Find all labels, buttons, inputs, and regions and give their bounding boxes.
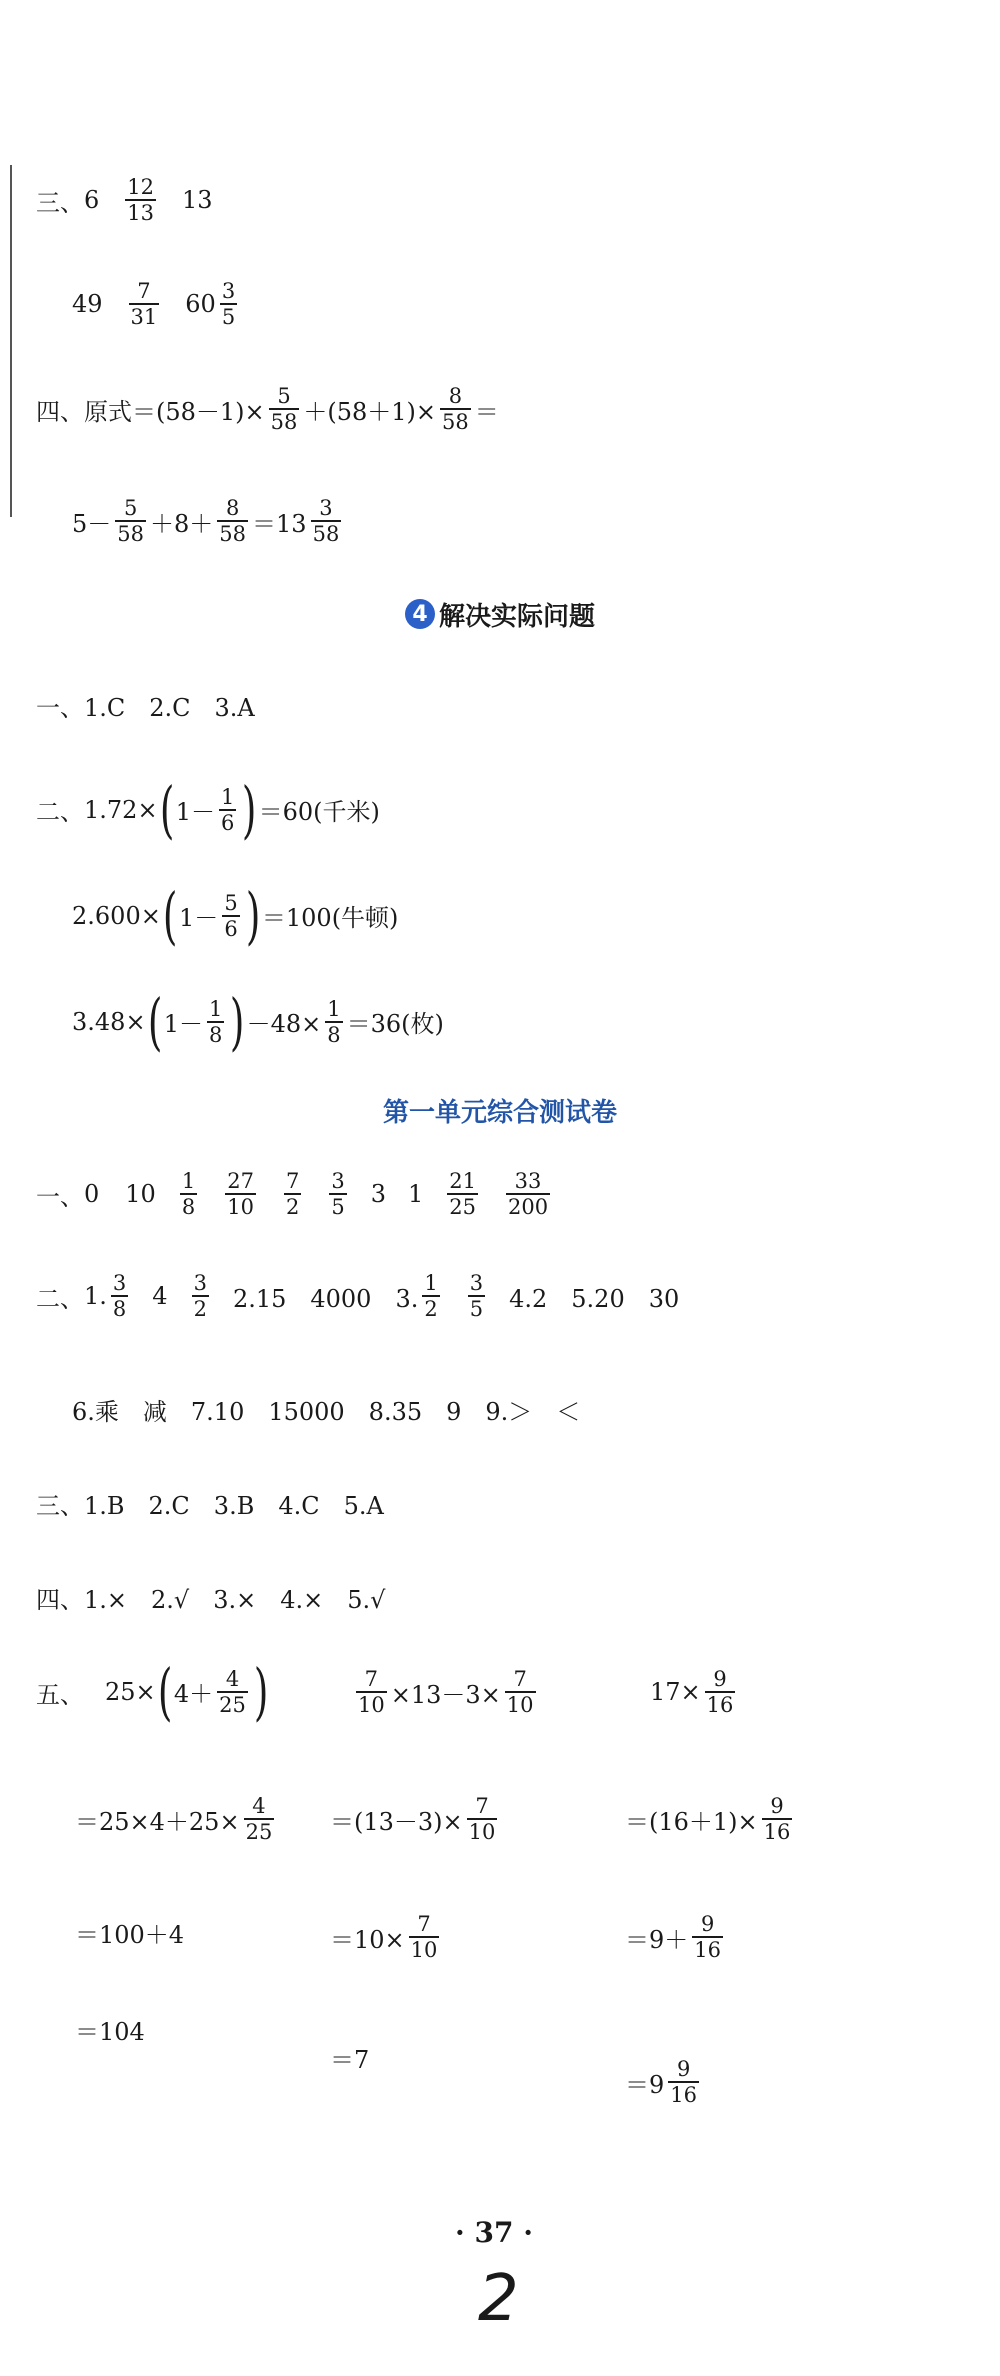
p2-line3 (72, 985, 444, 1058)
t1-line (36, 1170, 554, 1218)
fraction: $\frac{3}{2}$ (193, 1271, 207, 1322)
expr: 1.72× (84, 795, 158, 824)
sec4-label: 四、 (36, 397, 84, 426)
heading-title: 第一单元综合测试卷 (382, 1097, 617, 1128)
handwritten-mark (478, 2262, 519, 2336)
fraction: $\frac{9}{16}$ (763, 1794, 791, 1845)
expr: 5－ (72, 509, 112, 538)
value: 0 (84, 1180, 100, 1209)
right-paren: ) (230, 985, 245, 1058)
expr: 2.600× (72, 901, 161, 930)
expr: ＝25×4＋25× (75, 1807, 240, 1836)
t5-c3-r2 (625, 1795, 796, 1843)
value: 1 (407, 1180, 424, 1209)
fraction: $\frac{1}{8}$ (181, 1169, 196, 1220)
sec3-label: 三、 (36, 188, 84, 217)
t2-answers: 6.乘 减 7.10 15000 8.35 9 9.＞ ＜ (72, 1398, 581, 1426)
expr: ＝9＋ (625, 1925, 689, 1954)
expr: ＋8＋ (150, 509, 214, 538)
fraction: $\frac{7}{2}$ (285, 1169, 300, 1220)
fraction: $\frac{8}{58}$ (442, 384, 469, 435)
t5-c1-r1 (105, 1655, 270, 1728)
t5-c3-r1 (650, 1668, 739, 1716)
expr: 1－ (179, 904, 219, 933)
section-heading-unit-test (0, 1090, 1000, 1130)
t4-label: 四、 (36, 1586, 84, 1614)
fraction: $\frac{7}{10}$ (468, 1794, 496, 1845)
expr: ＝(16＋1)× (625, 1807, 758, 1836)
t3-label: 三、 (36, 1492, 84, 1520)
expr: 3.48× (72, 1007, 146, 1036)
p1-label: 一、 (36, 694, 84, 722)
fraction: $\frac{7}{10}$ (506, 1667, 534, 1718)
page-number-text: · 37 · (455, 2216, 533, 2249)
fraction: $\frac{7}{10}$ (358, 1667, 385, 1718)
value: 13 (182, 186, 213, 215)
expr: 1－ (175, 798, 216, 827)
fraction: $\frac{4}{25}$ (219, 1666, 246, 1717)
right-paren: ) (253, 1655, 269, 1728)
expr: ＝ (474, 397, 499, 426)
t5-c2-r1 (352, 1668, 540, 1716)
number-badge-icon: 4 (405, 599, 435, 629)
t5-c2-r3 (330, 1913, 443, 1961)
fraction: $\frac{3}{5}$ (469, 1271, 484, 1322)
left-paren: ( (159, 773, 174, 846)
fraction: $\frac{3}{5}$ (331, 1169, 345, 1220)
t5-c3-r4 (625, 2058, 703, 2106)
fraction: $\frac{7}{31}$ (130, 279, 158, 330)
expr: ＋(58＋1)× (303, 397, 437, 426)
fraction: $\frac{5}{58}$ (117, 496, 145, 547)
fraction: $\frac{1}{8}$ (327, 996, 341, 1047)
left-paren: ( (162, 879, 178, 952)
sec4-line2 (72, 497, 345, 545)
value: 4 (152, 1282, 168, 1311)
fraction: $\frac{3}{58}$ (312, 496, 340, 547)
fraction: $\frac{9}{16}$ (706, 1667, 734, 1718)
expr: ＝9 (625, 2070, 665, 2099)
expr: 25× (105, 1677, 156, 1706)
expr: ＝104 (75, 2018, 145, 2046)
expr: ＝10× (330, 1925, 405, 1954)
page-number (455, 2216, 533, 2249)
t2-line2 (72, 1392, 580, 1427)
right-paren: ) (242, 773, 257, 846)
fraction: $\frac{9}{16}$ (694, 1912, 722, 1963)
value: 6 (84, 186, 100, 215)
t5-label-line (36, 1675, 84, 1710)
t2-line1 (36, 1272, 679, 1320)
fraction: $\frac{1}{2}$ (424, 1271, 438, 1322)
p1-line (36, 688, 255, 723)
t5-c2-r4 (330, 2040, 369, 2075)
t4-answers: 1.× 2.√ 3.× 4.× 5.√ (84, 1586, 386, 1614)
expr: ＝13 (252, 509, 307, 538)
section-heading-solve-problems (0, 594, 1000, 634)
expr: 4.2 5.20 30 (509, 1284, 680, 1313)
fraction: $\frac{7}{10}$ (410, 1912, 438, 1963)
fraction: $\frac{1}{8}$ (209, 996, 223, 1047)
t3-line (36, 1486, 384, 1521)
fraction: $\frac{21}{25}$ (449, 1169, 476, 1220)
expr: ＝7 (330, 2046, 370, 2074)
p2-line2 (72, 879, 399, 952)
expr: 原式＝(58－1)× (84, 397, 265, 426)
fraction: $\frac{8}{58}$ (219, 496, 247, 547)
value: 10 (125, 1180, 156, 1209)
fraction: $\frac{3}{8}$ (112, 1271, 127, 1322)
value: 3 (370, 1180, 386, 1209)
p2-label: 二、 (36, 798, 84, 827)
handwritten-text: 2 (478, 2262, 519, 2336)
heading-title: 解决实际问题 (438, 601, 595, 632)
t5-c2-r2 (330, 1795, 501, 1843)
margin-rule (10, 165, 12, 517)
expr: 2.15 4000 3. (232, 1284, 419, 1313)
left-paren: ( (147, 985, 162, 1058)
expr: ＝100＋4 (75, 1921, 185, 1949)
t5-label: 五、 (36, 1681, 84, 1709)
t4-line (36, 1580, 385, 1615)
t1-label: 一、 (36, 1182, 84, 1211)
p2-line1 (36, 773, 380, 846)
t5-c1-r4 (75, 2012, 145, 2047)
left-paren: ( (157, 1655, 173, 1728)
expr: 1. (84, 1282, 107, 1311)
fraction: $\frac{9}{16}$ (670, 2057, 698, 2108)
expr: 4＋ (173, 1680, 214, 1709)
fraction: $\frac{5}{58}$ (270, 384, 298, 435)
fraction: $\frac{5}{6}$ (224, 890, 238, 941)
expr: ＝36(枚) (346, 1010, 444, 1039)
t5-c3-r3 (625, 1913, 727, 1961)
fraction: $\frac{1}{6}$ (221, 784, 235, 835)
right-paren: ) (245, 879, 261, 952)
t5-c1-r3 (75, 1915, 184, 1950)
expr: ＝(13－3)× (330, 1807, 463, 1836)
expr: －48× (246, 1010, 322, 1039)
expr: 1－ (163, 1010, 204, 1039)
t5-c1-r2 (75, 1795, 278, 1843)
sec3-line1 (36, 176, 213, 224)
mixed-fraction: $\frac{3}{5}$ (221, 279, 236, 330)
fraction: $\frac{12}{13}$ (127, 175, 155, 226)
sec4-line1 (36, 385, 499, 433)
expr: ＝100(牛顿) (261, 904, 399, 933)
fraction: $\frac{4}{25}$ (245, 1794, 273, 1845)
value: 49 (72, 290, 103, 319)
value: 60 (185, 290, 216, 319)
p1-answers: 1.C 2.C 3.A (84, 694, 255, 722)
expr: 17× (650, 1678, 701, 1707)
fraction: $\frac{27}{10}$ (227, 1169, 254, 1220)
expr: ＝60(千米) (258, 798, 380, 827)
t3-answers: 1.B 2.C 3.B 4.C 5.A (84, 1492, 384, 1520)
expr: ×13－3× (390, 1680, 501, 1709)
sec3-line2 (72, 280, 241, 328)
t2-label: 二、 (36, 1284, 84, 1313)
fraction: $\frac{33}{200}$ (507, 1169, 549, 1220)
